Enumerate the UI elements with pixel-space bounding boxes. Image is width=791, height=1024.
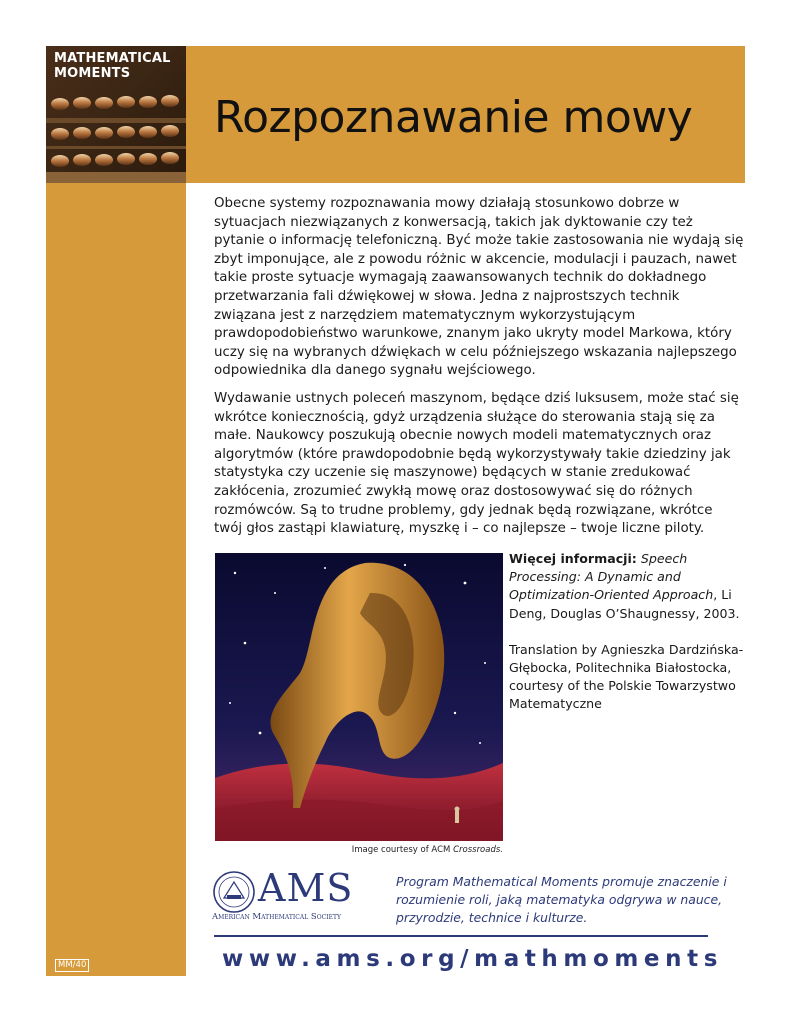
logo-line-1: MATHEMATICAL xyxy=(54,51,171,66)
more-info xyxy=(509,550,745,732)
program-description: Program Mathematical Moments promuje znaczenie i rozumienie roli, jaką matematyka odgrywa w nauce, przyrodzie, technice i kulturze. xyxy=(396,874,727,925)
translation-credit: Translation by Agnieszka Dardzińska-Głębocka, Politechnika Białostocka, courtesy of the Polskie Towarzystwo Matematyczne xyxy=(509,641,744,712)
gold-sidebar xyxy=(46,46,186,976)
website-link[interactable]: www.ams.org/mathmoments xyxy=(222,946,723,972)
logo-text xyxy=(54,51,171,81)
ear-illustration xyxy=(215,553,503,841)
paragraph-2: Wydawanie ustnych poleceń maszynom, będące dziś luksusem, może stać się wkrótce koniecznością, gdyż urządzenia służące do sterowania stają się za małe. Naukowcy poszukują obecnie nowych modeli matematycznych oraz algorytmów (które prawdopodobnie będą wykorzystywały takie dziedziny jak statystyka czy uczenie się maszynowe) będących w stanie zredukować zakłócenia, zrozumieć zwykłą mowę oraz dostosowywać się do różnych rozmówców. Są to trudne problemy, gdy jednak będą rozwiązane, wkrótce twój głos zastąpi klawiaturę, myszkę i – co najlepsze – twoje liczne piloty. xyxy=(214,390,739,537)
page-title: Rozpoznawanie mowy xyxy=(214,92,693,143)
ams-wordmark: AMS xyxy=(258,866,354,910)
ams-full-name: American Mathematical Society xyxy=(212,912,341,922)
logo-line-2: MOMENTS xyxy=(54,66,131,81)
book-authors: , Li Deng, Douglas O’Shaugnessy, 2003. xyxy=(509,587,740,621)
issue-badge: MM/40 xyxy=(55,959,89,972)
image-caption xyxy=(215,845,503,855)
book-title: Speech Processing: A Dynamic and Optimization-Oriented Approach xyxy=(509,551,714,603)
ams-logo xyxy=(212,868,382,926)
more-info-label: Więcej informacji: xyxy=(509,551,637,566)
paragraph-1: Obecne systemy rozpoznawania mowy działają stosunkowo dobrze w sytuacjach niezwiązanych z konwersacją, takich jak dyktowanie czy też pytanie o informację telefoniczną. Być może takie zastosowania nie wydają się zbyt imponujące, ale z powodu różnic w akcencie, modulacji i pauzach, nawet takie proste sytuacje wymagają zaawansowanych technik do dokładnego przetwarzania fali dźwiękowej w słowa. Jedna z najprostszych technik związana jest z narzędziem matematycznym wykorzystującym prawdopodobieństwo warunkowe, znanym jako ukryty model Markowa, który uczy się na wybranych dźwiękach w celu późniejszego wskazania najlepszego odpowiednika dla danego sygnału wejściowego. xyxy=(214,196,744,379)
article-body xyxy=(214,195,744,548)
reference xyxy=(509,550,745,623)
caption-source: Crossroads. xyxy=(453,845,503,855)
footer-divider xyxy=(214,935,708,937)
mathematical-moments-logo xyxy=(46,46,186,183)
caption-prefix: Image courtesy of ACM xyxy=(351,845,454,855)
